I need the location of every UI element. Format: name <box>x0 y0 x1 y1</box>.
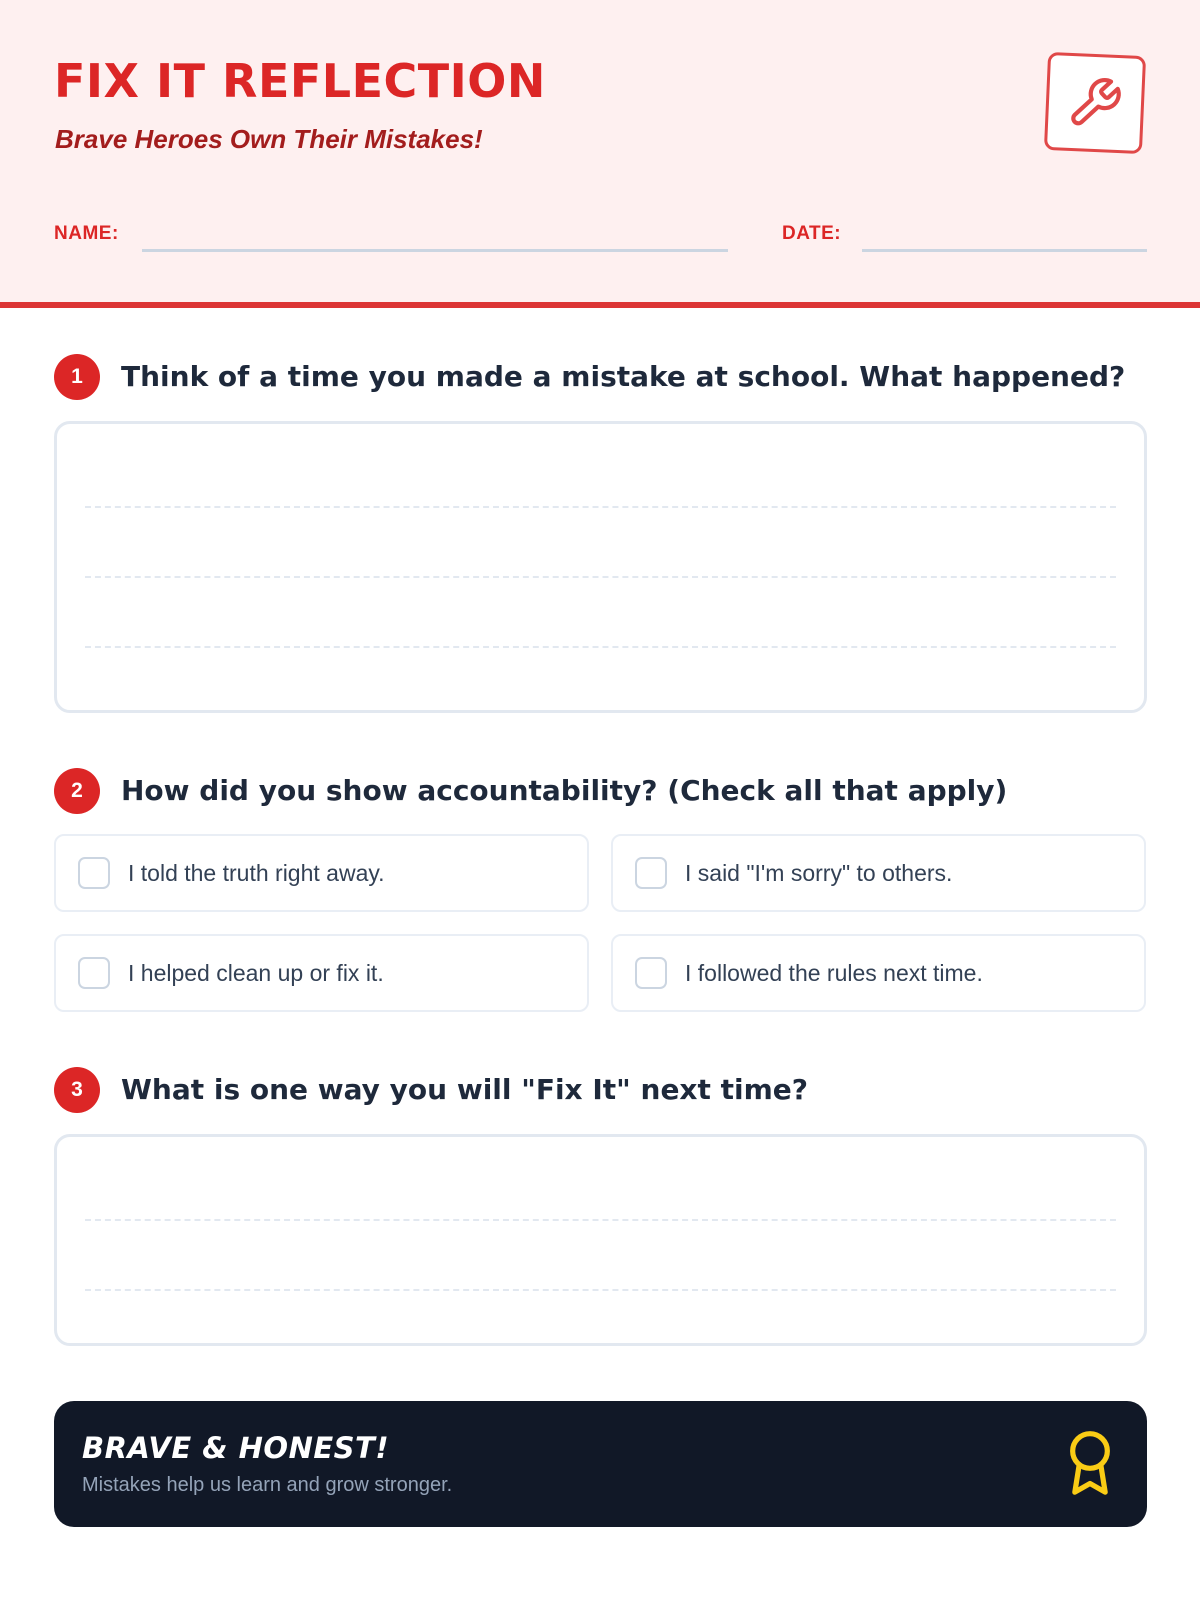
question-text-2: How did you show accountability? (Check all that apply) <box>121 774 1008 807</box>
page-title: FIX IT REFLECTION <box>54 54 546 108</box>
worksheet-header <box>0 0 1200 308</box>
option-label: I followed the rules next time. <box>685 959 983 986</box>
date-field[interactable] <box>862 249 1147 252</box>
date-label: DATE: <box>782 223 842 244</box>
option-label: I told the truth right away. <box>128 859 385 886</box>
checkbox[interactable] <box>78 957 110 989</box>
option-label: I helped clean up or fix it. <box>128 959 384 986</box>
page-subtitle: Brave Heroes Own Their Mistakes! <box>55 124 483 154</box>
option-said-sorry[interactable] <box>611 834 1146 912</box>
answer-box-1[interactable] <box>54 421 1147 713</box>
writing-line <box>85 506 1116 508</box>
wrench-icon <box>1066 74 1124 132</box>
footer-text: Mistakes help us learn and grow stronger. <box>82 1474 453 1496</box>
wrench-badge <box>1044 52 1146 154</box>
question-number-3: 3 <box>54 1067 100 1113</box>
award-ribbon-icon <box>1064 1429 1116 1499</box>
question-number-1: 1 <box>54 354 100 400</box>
writing-line <box>85 576 1116 578</box>
checkbox[interactable] <box>635 957 667 989</box>
checkbox[interactable] <box>78 857 110 889</box>
name-label: NAME: <box>54 223 119 244</box>
name-field[interactable] <box>142 249 728 252</box>
answer-box-3[interactable] <box>54 1134 1147 1346</box>
question-text-3: What is one way you will "Fix It" next time? <box>121 1073 809 1106</box>
footer-banner <box>54 1401 1147 1527</box>
option-told-truth[interactable] <box>54 834 589 912</box>
checkbox[interactable] <box>635 857 667 889</box>
writing-line <box>85 1219 1116 1221</box>
option-label: I said "I'm sorry" to others. <box>685 859 953 886</box>
option-followed-rules[interactable] <box>611 934 1146 1012</box>
writing-line <box>85 646 1116 648</box>
question-text-1: Think of a time you made a mistake at school. What happened? <box>121 360 1126 393</box>
footer-title: BRAVE & HONEST! <box>82 1431 390 1465</box>
writing-line <box>85 1289 1116 1291</box>
question-number-2: 2 <box>54 768 100 814</box>
option-helped-clean[interactable] <box>54 934 589 1012</box>
